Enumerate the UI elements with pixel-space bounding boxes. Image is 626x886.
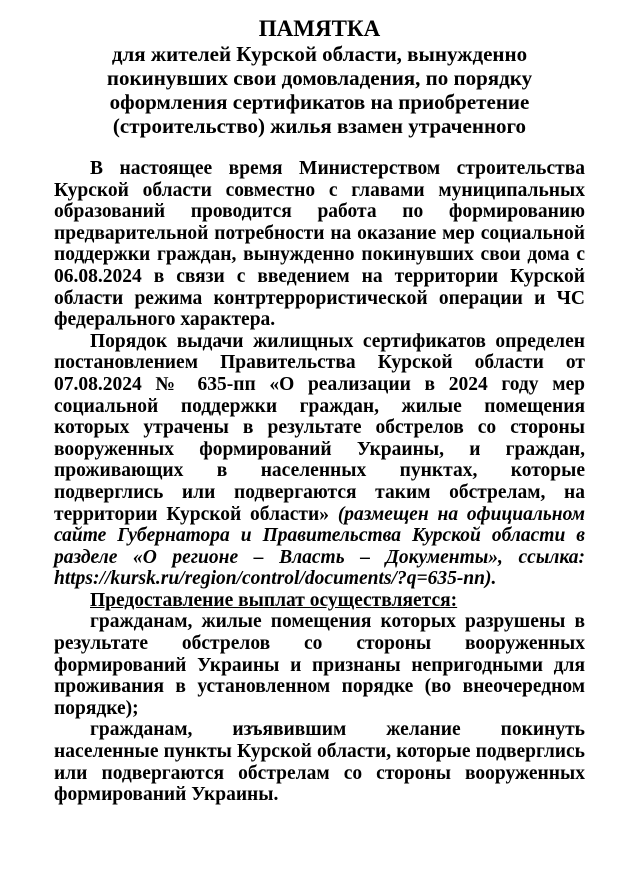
payments-heading-text: Предоставление выплат осуществляется:	[90, 589, 458, 611]
paragraph-procedure	[54, 331, 585, 590]
paragraph-intro: В настоящее время Министерством строительства Курской области совместно с главами муниципальных образований проводится работа по формированию предварительной потребности на оказание мер социальной поддержки граждан, вынужденно покинувших свои дома с 06.08.2024 в связи с введением на территории Курской области режима контртеррористической операции и ЧС федерального характера.	[54, 158, 585, 331]
payments-heading	[54, 590, 585, 612]
paragraph-procedure-main: Порядок выдачи жилищных сертификатов определен постановлением Правительства Курской области от 07.08.2024 № 635-пп «О реализации в 2024 году мер социальной поддержки граждан, жилые помещения которых утрачены в результате обстрелов со стороны вооруженных формирований Украины, и граждан, проживающих в населенных пунктах, которые подверглись или подвергаются таким обстрелам, на территории Курской области»	[54, 330, 585, 525]
memo-subtitle-line-3: оформления сертификатов на приобретение	[109, 90, 530, 114]
document-page	[54, 16, 585, 806]
paragraph-procedure-source-note: (размещен на официальном сайте Губернатора и Правительства Курской области в разделе «О регионе – Власть – Документы», ссылка: https://kursk.ru/region/control/documents/?q=635-пп).	[54, 503, 585, 590]
memo-title: ПАМЯТКА	[258, 16, 381, 41]
payment-item-2: гражданам, изъявившим желание покинуть населенные пункты Курской области, которые подверглись или подвергаются обстрелам со стороны вооруженных формирований Украины.	[54, 719, 585, 806]
memo-subtitle-line-4: (строительство) жилья взамен утраченного	[112, 114, 527, 138]
payment-item-1: гражданам, жилые помещения которых разрушены в результате обстрелов со стороны вооруженных формирований Украины и признаны непригодными для проживания в установленном порядке (во внеочередном порядке);	[54, 611, 585, 719]
memo-subtitle-line-1: для жителей Курской области, вынужденно	[111, 42, 528, 66]
memo-header	[54, 16, 585, 138]
memo-subtitle-line-2: покинувших свои домовладения, по порядку	[106, 66, 533, 90]
